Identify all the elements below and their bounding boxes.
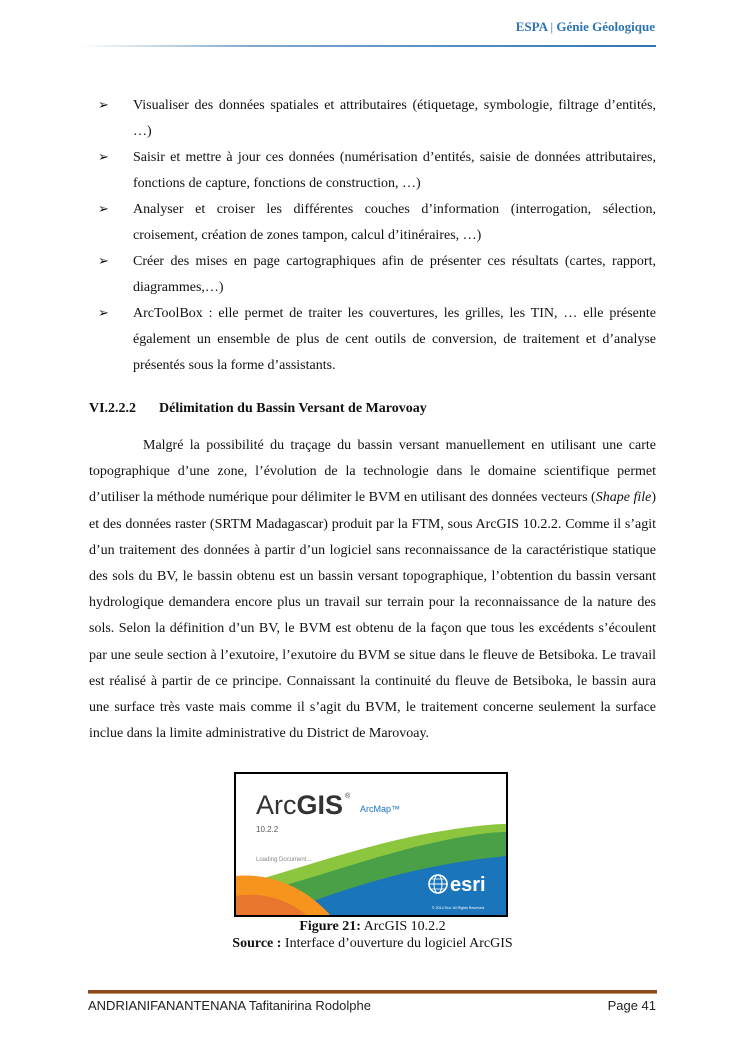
esri-logo-text: esri [450, 874, 486, 896]
arrow-bullet-icon: ➢ [98, 202, 109, 217]
arrow-bullet-icon: ➢ [98, 98, 109, 113]
section-heading [89, 401, 427, 417]
version-label: 10.2.2 [256, 825, 279, 834]
bullet-text: Analyser et croiser les différentes couches d’information (interrogation, sélection, croisement, création de zones tampon, calcul d’itinéraires, …) [133, 202, 656, 243]
footer-author: ANDRIANIFANANTENANA Tafitanirina Rodolphe [88, 998, 371, 1013]
list-item [88, 301, 656, 379]
source-line [0, 935, 745, 952]
arrow-bullet-icon: ➢ [98, 254, 109, 269]
bullet-text: Créer des mises en page cartographiques afin de présenter ces résultats (cartes, rapport, diagrammes,…) [133, 254, 656, 295]
figure-title-line [0, 918, 745, 935]
body-paragraph [89, 433, 656, 747]
figure-text: ArcGIS 10.2.2 [363, 919, 446, 934]
source-label: Source : [232, 936, 282, 951]
paragraph-part1: Malgré la possibilité du traçage du bassin versant manuellement en utilisant une carte topographique d’une zone, l’évolution de la technologie dans le domaine scientifique permet d’utiliser la méthode numérique pour délimiter le BVM en utilisant des données vecteurs ( [89, 438, 656, 506]
paragraph-italic: Shape file [595, 490, 652, 506]
arrow-bullet-icon: ➢ [98, 150, 109, 165]
list-item [88, 197, 656, 249]
arrow-bullet-icon: ➢ [98, 306, 109, 321]
header-school: ESPA [515, 19, 548, 34]
section-number: VI.2.2.2 [89, 401, 137, 416]
footer-page-number: Page 41 [607, 998, 656, 1013]
source-text: Interface d’ouverture du logiciel ArcGIS [284, 936, 513, 951]
arcgis-splash-figure [234, 772, 508, 917]
figure-caption [0, 918, 745, 952]
brand-wordmark: ArcGIS [256, 790, 344, 820]
paragraph-part2: ) et des données raster (SRTM Madagascar) produit par la FTM, sous ArcGIS 10.2.2. Comme il s’agit d’un traitement des données à partir d’un logiciel sans reconnaissance de la caractéristique statique des sols du BV, le bassin obtenu est un bassin versant topographique, l’obtention du bassin versant hydrologique demandera encore plus un travail sur terrain pour la reconnaissance de la nature des sols. Selon la définition d’un BV, le BVM est obtenu de la façon que tous les excédents s’écoulent par une seule section à l’exutoire, l’exutoire du BVM se situe dans le fleuve de Betsiboka. Le travail est réalisé à partir de ce principe. Connaissant la continuité du fleuve de Betsiboka, le bassin aura une surface très vaste mais comme il s’agit du BVM, le traitement concerne seulement la surface inclue dans la limite administrative du District de Marovoay. [89, 490, 656, 742]
section-title: Délimitation du Bassin Versant de Marovoay [159, 401, 427, 416]
registered-mark: ® [345, 793, 351, 800]
page-header [516, 19, 655, 35]
loading-label: Loading Document... [256, 857, 312, 863]
bullet-text: Saisir et mettre à jour ces données (numérisation d’entités, saisie de données attributaires, fonctions de capture, fonctions de construction, …) [133, 150, 656, 191]
bullet-text: ArcToolBox : elle permet de traiter les couvertures, les grilles, les TIN, … elle présente également un ensemble de plus de cent outils de conversion, de traitement et d’analyse présentés sous la forme d’assistants. [133, 306, 656, 373]
header-department: Génie Géologique [556, 19, 655, 34]
bullet-text: Visualiser des données spatiales et attributaires (étiquetage, symbologie, filtrage d’entités, …) [133, 98, 656, 139]
bullet-list [88, 93, 656, 379]
header-separator: | [550, 19, 554, 34]
copyright-text: © 2014 Esri. All Rights Reserved. [432, 906, 486, 910]
figure-label: Figure 21: [299, 919, 361, 934]
footer-rule [88, 990, 657, 994]
list-item [88, 249, 656, 301]
header-rule [80, 45, 656, 47]
arcgis-splash-image [236, 774, 506, 915]
list-item [88, 145, 656, 197]
list-item [88, 93, 656, 145]
product-name: ArcMap™ [360, 804, 401, 814]
